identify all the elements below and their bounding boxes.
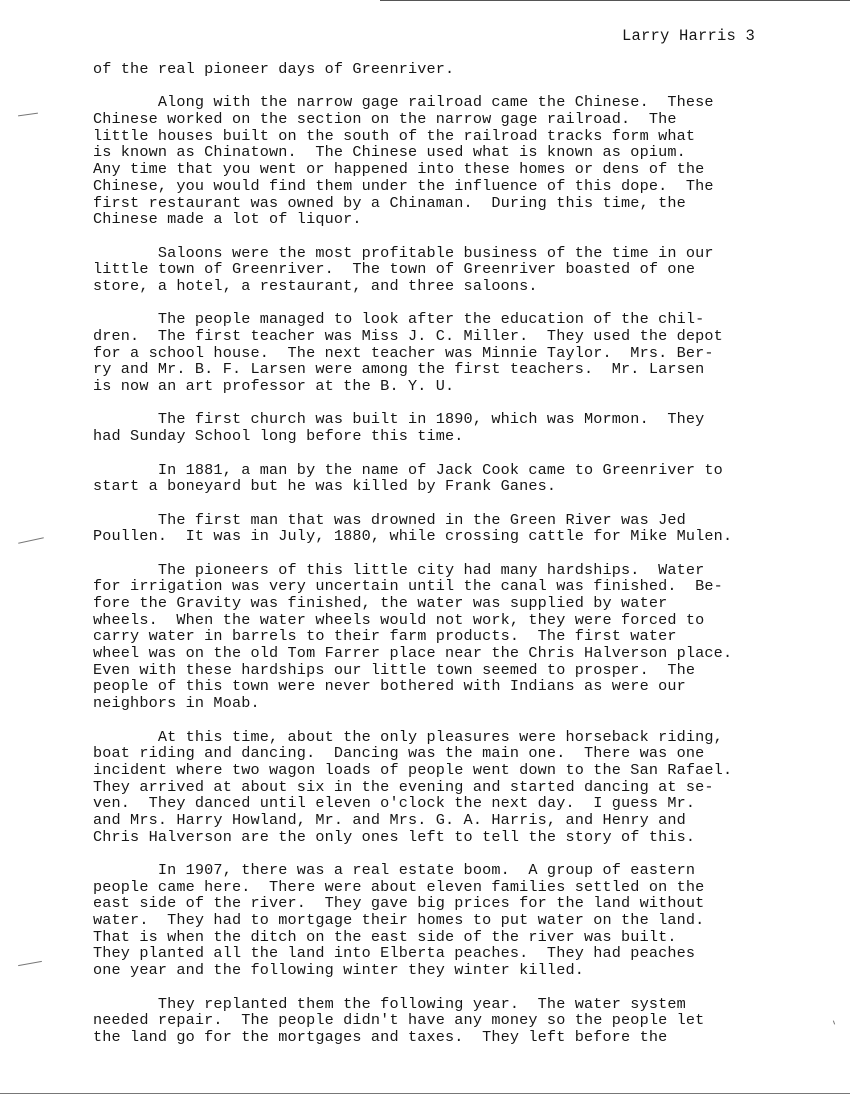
text-line: people came here. There were about eleven families settled on the <box>93 877 705 896</box>
paragraph <box>93 512 793 545</box>
margin-mark <box>18 113 38 117</box>
text-line: Any time that you went or happened into these homes or dens of the <box>93 160 705 179</box>
paragraph <box>93 311 793 394</box>
paragraph-gap <box>93 545 793 562</box>
text-line: for a school house. The next teacher was Minnie Taylor. Mrs. Ber- <box>93 343 714 362</box>
paragraph-gap <box>93 495 793 512</box>
text-line: That is when the ditch on the east side of the river was built. <box>93 927 677 946</box>
text-line: boat riding and dancing. Dancing was the main one. There was one <box>93 744 705 763</box>
text-line: They planted all the land into Elberta peaches. They had peaches <box>93 944 696 963</box>
margin-mark <box>18 537 44 543</box>
text-line: store, a hotel, a restaurant, and three saloons. <box>93 276 538 295</box>
document-body <box>93 61 793 1046</box>
text-line: little houses built on the south of the railroad tracks form what <box>93 126 696 145</box>
text-line: Poullen. It was in July, 1880, while crossing cattle for Mike Mulen. <box>93 527 733 546</box>
text-line: little town of Greenriver. The town of Greenriver boasted of one <box>93 260 696 279</box>
text-line: ry and Mr. B. F. Larsen were among the first teachers. Mr. Larsen <box>93 360 705 379</box>
paragraph <box>93 61 793 78</box>
paragraph-gap <box>93 395 793 412</box>
paragraph <box>93 411 793 444</box>
text-line: is known as Chinatown. The Chinese used what is known as opium. <box>93 143 686 162</box>
paragraph-gap <box>93 712 793 729</box>
text-line: The people managed to look after the education of the chil- <box>93 310 705 329</box>
text-line: for irrigation was very uncertain until the canal was finished. Be- <box>93 577 723 596</box>
text-line: of the real pioneer days of Greenriver. <box>93 60 455 78</box>
text-line: carry water in barrels to their farm products. The first water <box>93 627 677 646</box>
text-line: ven. They danced until eleven o'clock the next day. I guess Mr. <box>93 794 696 813</box>
text-line: Chinese, you would find them under the influence of this dope. The <box>93 176 714 195</box>
text-line: one year and the following winter they winter killed. <box>93 961 584 980</box>
margin-mark <box>833 1020 835 1024</box>
text-line: wheel was on the old Tom Farrer place near the Chris Halverson place. <box>93 644 733 663</box>
paragraph <box>93 862 793 979</box>
text-line: needed repair. The people didn't have any money so the people let <box>93 1011 705 1030</box>
text-line: dren. The first teacher was Miss J. C. Miller. They used the depot <box>93 327 723 345</box>
text-line: Saloons were the most profitable business of the time in our <box>93 243 714 262</box>
text-line: The first church was built in 1890, which was Mormon. They <box>93 410 705 429</box>
text-line: In 1907, there was a real estate boom. A group of eastern <box>93 861 696 879</box>
paragraph-gap <box>93 228 793 245</box>
text-line: is now an art professor at the B. Y. U. <box>93 377 455 396</box>
text-line: Along with the narrow gage railroad came the Chinese. These <box>93 93 714 112</box>
paragraph <box>93 729 793 846</box>
text-line: had Sunday School long before this time. <box>93 427 464 446</box>
text-line: people of this town were never bothered with Indians as were our <box>93 677 686 696</box>
text-line: The pioneers of this little city had many hardships. Water <box>93 560 705 579</box>
paragraph-gap <box>93 845 793 862</box>
text-line: first restaurant was owned by a Chinaman. During this time, the <box>93 193 686 212</box>
text-line: start a boneyard but he was killed by Frank Ganes. <box>93 477 557 496</box>
paragraph <box>93 562 793 712</box>
paragraph <box>93 245 793 295</box>
text-line: neighbors in Moab. <box>93 694 260 713</box>
bottom-edge-line <box>0 1093 850 1094</box>
paragraph-gap <box>93 78 793 95</box>
paragraph-gap <box>93 445 793 462</box>
text-line: wheels. When the water wheels would not work, they were forced to <box>93 610 705 629</box>
text-line: At this time, about the only pleasures were horseback riding, <box>93 727 723 746</box>
text-line: They arrived at about six in the evening and started dancing at se- <box>93 777 714 796</box>
text-line: water. They had to mortgage their homes to put water on the land. <box>93 911 705 930</box>
text-line: Chris Halverson are the only ones left to tell the story of this. <box>93 827 696 846</box>
text-line: and Mrs. Harry Howland, Mr. and Mrs. G. A. Harris, and Henry and <box>93 810 686 829</box>
margin-mark <box>18 961 42 966</box>
text-line: They replanted them the following year. The water system <box>93 994 686 1013</box>
text-line: the land go for the mortgages and taxes. They left before the <box>93 1027 668 1046</box>
paragraph-gap <box>93 979 793 996</box>
text-line: Chinese worked on the section on the narrow gage railroad. The <box>93 110 677 129</box>
paragraph <box>93 462 793 495</box>
paragraph <box>93 996 793 1046</box>
page-header: Larry Harris 3 <box>622 27 756 45</box>
text-line: In 1881, a man by the name of Jack Cook came to Greenriver to <box>93 460 723 479</box>
paragraph-gap <box>93 295 793 312</box>
text-line: Even with these hardships our little town seemed to prosper. The <box>93 660 696 679</box>
text-line: fore the Gravity was finished, the water was supplied by water <box>93 594 668 612</box>
text-line: The first man that was drowned in the Green River was Jed <box>93 510 686 529</box>
paragraph <box>93 94 793 228</box>
text-line: incident where two wagon loads of people went down to the San Rafael. <box>93 760 733 779</box>
text-line: Chinese made a lot of liquor. <box>93 210 362 229</box>
text-line: east side of the river. They gave big prices for the land without <box>93 894 705 913</box>
top-edge-line <box>380 0 850 1</box>
